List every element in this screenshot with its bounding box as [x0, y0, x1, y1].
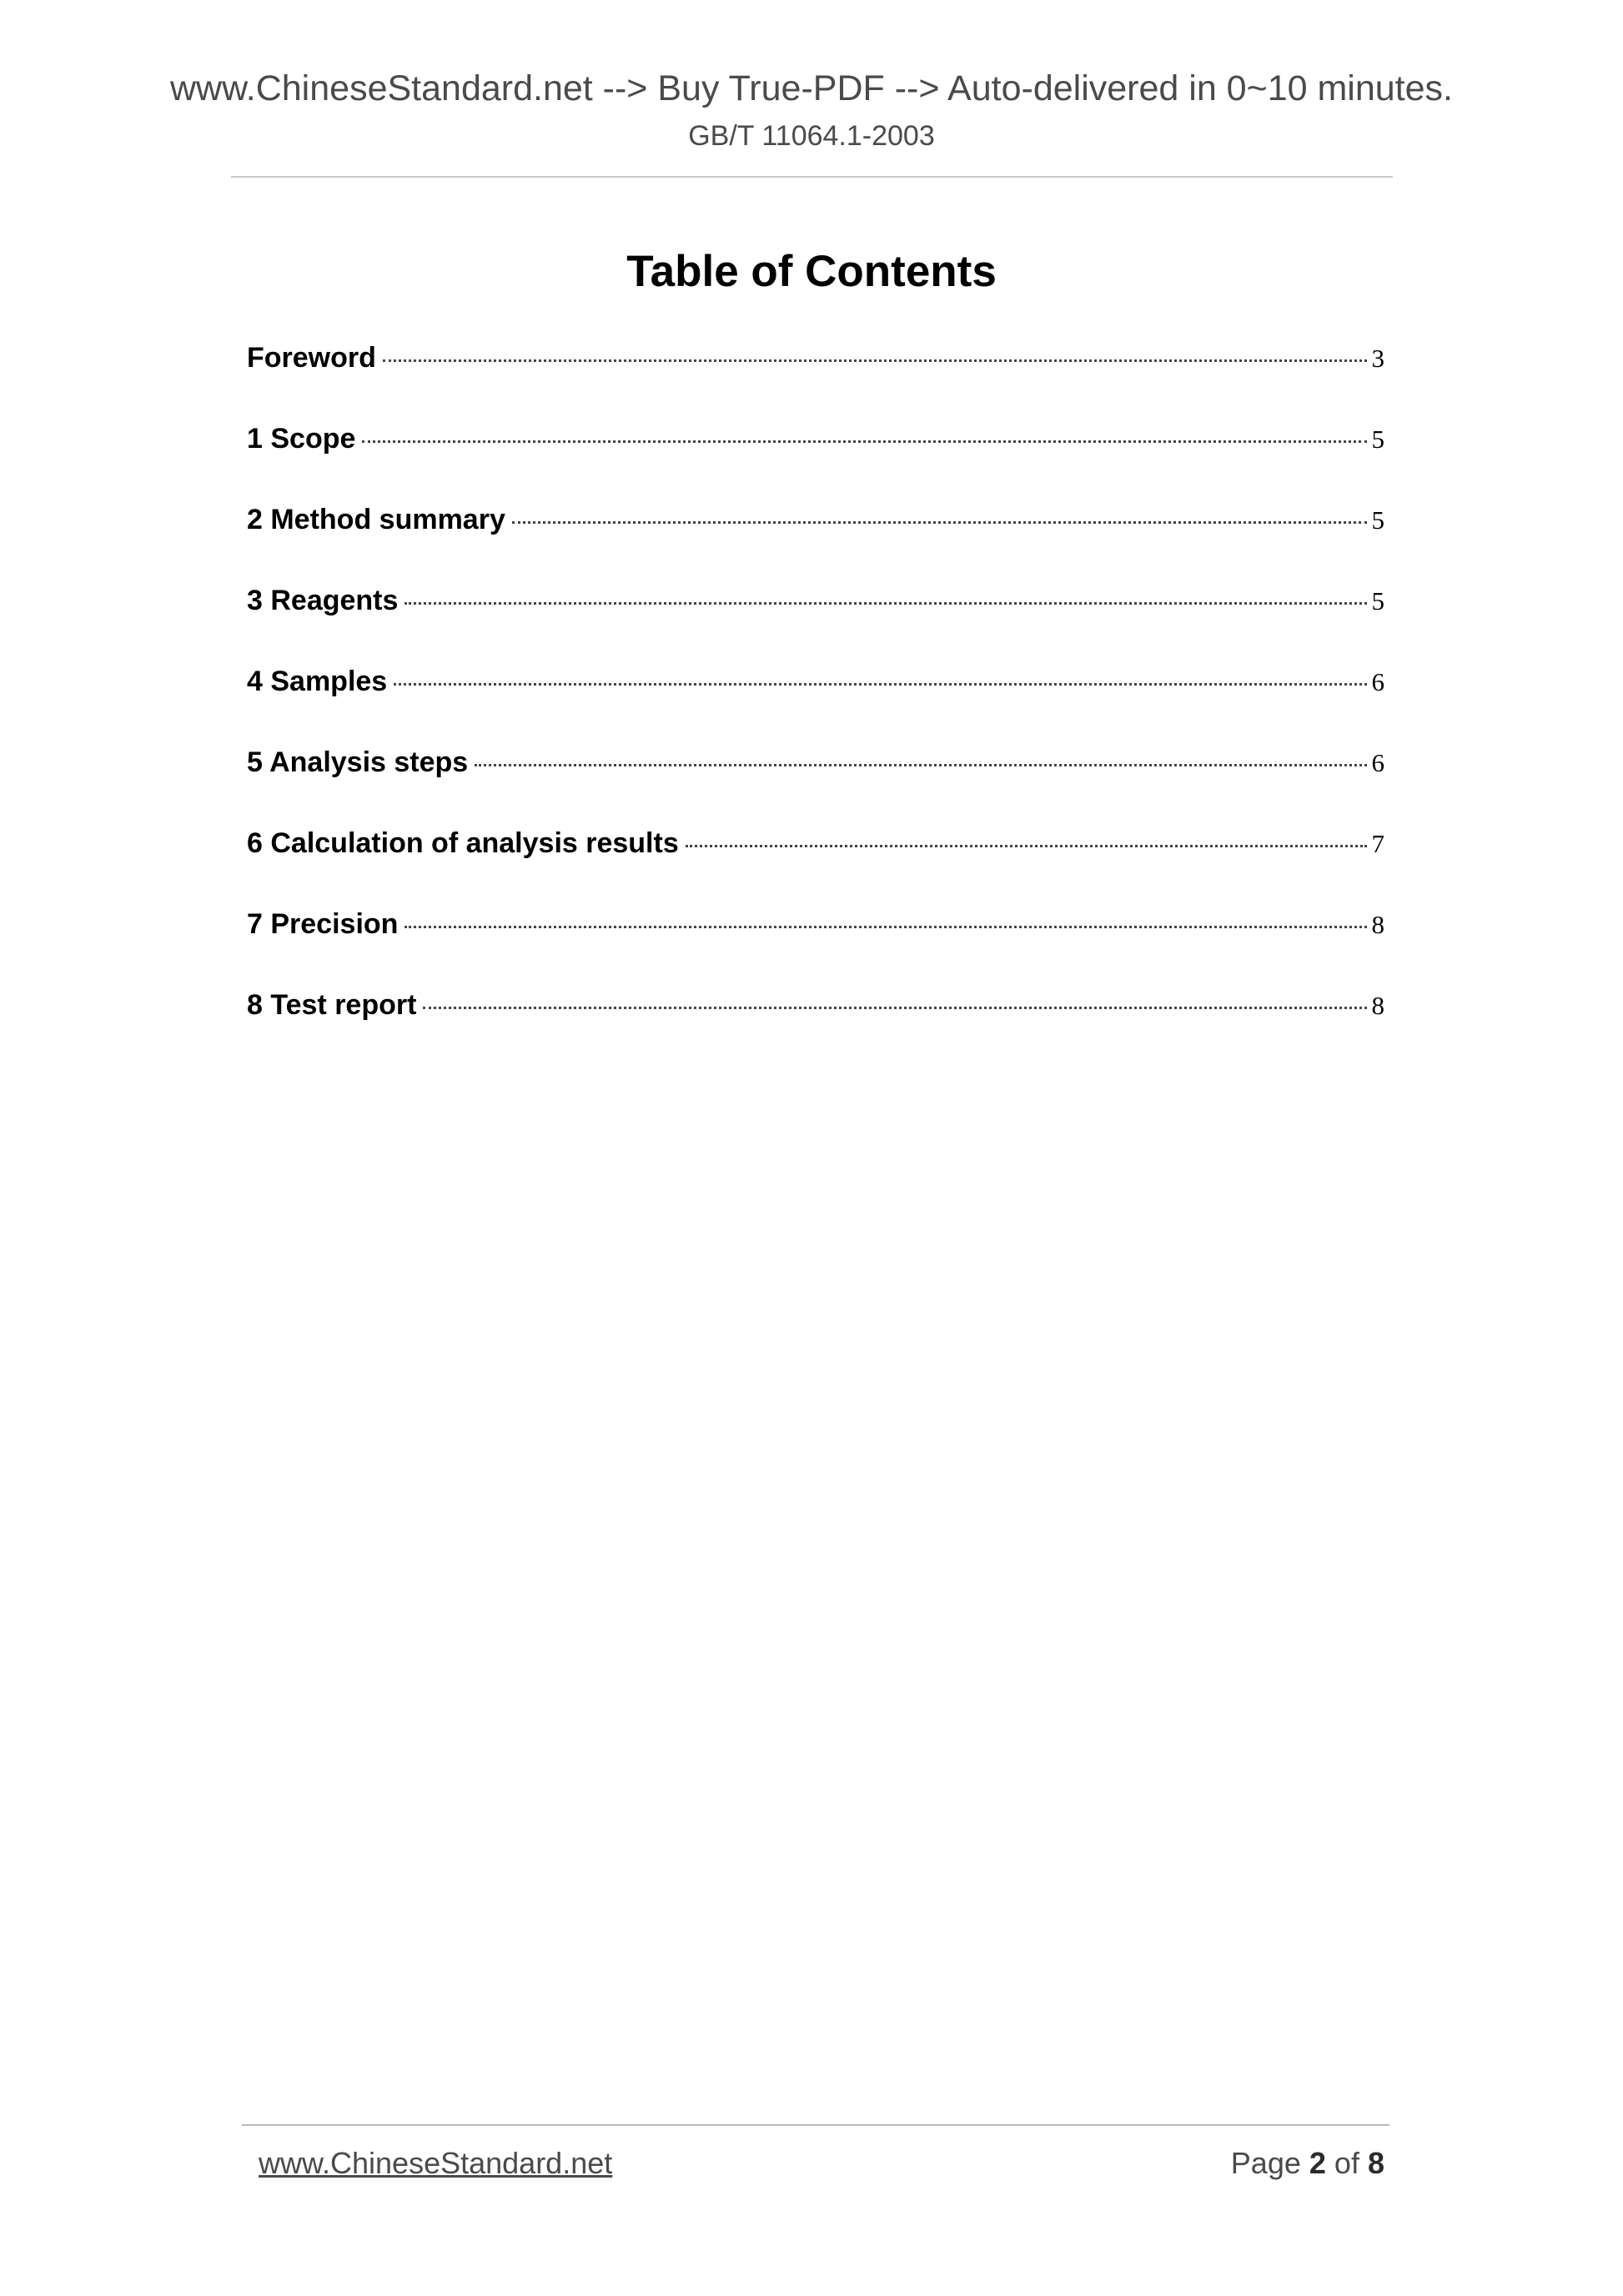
- header-divider: [231, 176, 1393, 178]
- toc-entry-analysis-steps[interactable]: [247, 746, 1384, 827]
- toc-entry-label: 8 Test report: [247, 989, 417, 1021]
- toc-entry-page: 5: [1371, 425, 1384, 454]
- toc-entry-label: 7 Precision: [247, 908, 399, 940]
- dot-leader: [394, 683, 1366, 686]
- footer-divider: [242, 2124, 1389, 2126]
- current-page-number: 2: [1309, 2146, 1326, 2180]
- toc-entry-page: 6: [1371, 748, 1384, 777]
- toc-entry-page: 7: [1371, 829, 1384, 858]
- toc-entry-method-summary[interactable]: [247, 504, 1384, 585]
- dot-leader: [404, 926, 1366, 928]
- toc-entry-page: 8: [1371, 991, 1384, 1020]
- toc-entry-page: 5: [1371, 505, 1384, 535]
- standard-code: GB/T 11064.1-2003: [688, 120, 935, 152]
- toc-entry-test-report[interactable]: [247, 989, 1384, 1070]
- total-page-count: 8: [1367, 2146, 1384, 2180]
- toc-entry-calculation[interactable]: [247, 827, 1384, 908]
- of-word: of: [1334, 2146, 1359, 2180]
- dot-leader: [362, 440, 1366, 443]
- page-indicator: [1231, 2143, 1384, 2183]
- toc-entry-label: 1 Scope: [247, 423, 356, 455]
- dot-leader: [383, 359, 1367, 362]
- header-banner: www.ChineseStandard.net --> Buy True-PDF --> Auto-delivered in 0~10 minutes.: [169, 68, 1453, 108]
- toc-entry-page: 8: [1371, 910, 1384, 939]
- toc-entry-label: Foreword: [247, 342, 376, 374]
- dot-leader: [423, 1007, 1366, 1009]
- toc-entry-label: 6 Calculation of analysis results: [247, 827, 679, 859]
- toc-entry-foreword[interactable]: [247, 342, 1384, 423]
- dot-leader: [475, 764, 1366, 766]
- toc-entry-page: 3: [1371, 344, 1384, 373]
- toc-entry-label: 5 Analysis steps: [247, 746, 469, 778]
- toc-entry-page: 6: [1371, 667, 1384, 696]
- toc-entry-page: 5: [1371, 586, 1384, 615]
- toc-entry-label: 4 Samples: [247, 666, 388, 697]
- dot-leader: [686, 845, 1367, 847]
- toc-list: [247, 342, 1384, 1070]
- toc-entry-scope[interactable]: [247, 423, 1384, 504]
- toc-entry-reagents[interactable]: [247, 585, 1384, 666]
- toc-entry-label: 2 Method summary: [247, 504, 505, 535]
- footer-site-link[interactable]: www.ChineseStandard.net: [259, 2146, 613, 2180]
- page-word: Page: [1230, 2146, 1301, 2180]
- toc-title: Table of Contents: [626, 247, 997, 296]
- dot-leader: [404, 602, 1366, 605]
- toc-entry-label: 3 Reagents: [247, 585, 399, 616]
- dot-leader: [512, 521, 1367, 524]
- toc-entry-precision[interactable]: [247, 908, 1384, 989]
- toc-entry-samples[interactable]: [247, 666, 1384, 746]
